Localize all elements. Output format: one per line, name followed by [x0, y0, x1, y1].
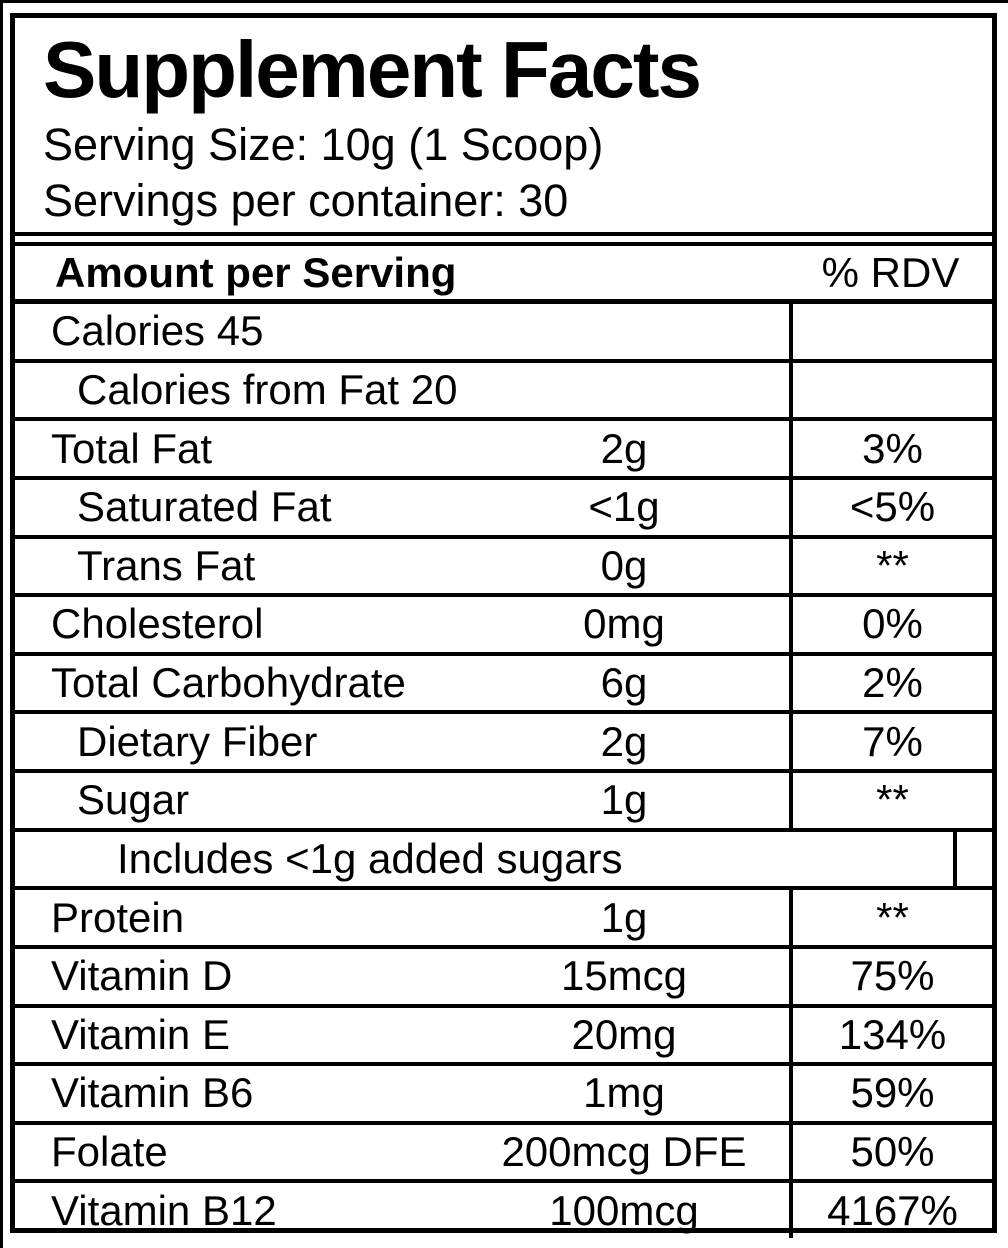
- nutrient-label: Dietary Fiber: [77, 717, 318, 765]
- nutrient-amount: 2g: [600, 717, 648, 765]
- nutrient-label: Total Fat: [51, 424, 213, 472]
- nutrient-label: Vitamin E: [51, 1010, 230, 1058]
- screen-edge-line-top: [0, 0, 1008, 3]
- table-row-calories: [15, 304, 992, 363]
- nutrient-rdv: 59%: [789, 1066, 992, 1121]
- serving-size-text: Serving Size: 10g (1 Scoop): [43, 119, 604, 170]
- rdv-header: % RDV: [821, 248, 960, 296]
- nutrient-rdv: 134%: [789, 1008, 992, 1063]
- table-row-folate: [15, 1125, 992, 1184]
- nutrient-label: Saturated Fat: [77, 483, 332, 531]
- nutrient-label: Protein: [51, 893, 185, 941]
- amount-per-serving-header: Amount per Serving: [55, 248, 457, 296]
- facts-header: [15, 18, 992, 236]
- nutrient-amount: 1mg: [583, 1069, 665, 1117]
- column-header-row: [15, 242, 992, 304]
- nutrient-label: Vitamin B6: [51, 1069, 254, 1117]
- nutrient-amount: 2g: [600, 424, 648, 472]
- nutrient-label: Vitamin B12: [51, 1186, 277, 1234]
- table-row-calories-from-fat: [15, 363, 992, 422]
- nutrient-label: Total Carbohydrate: [51, 659, 406, 707]
- supplement-facts-title: Supplement Facts: [43, 25, 701, 114]
- table-row-saturated-fat: [15, 480, 992, 539]
- table-row-sugar: [15, 773, 992, 832]
- table-row-total-carbohydrate: [15, 656, 992, 715]
- nutrient-amount: 15mcg: [560, 952, 688, 1000]
- table-row-total-fat: [15, 421, 992, 480]
- table-row-vitamin-d: [15, 949, 992, 1008]
- servings-per-container-text: Servings per container: 30: [43, 175, 569, 226]
- screen-edge-line-left: [0, 0, 3, 1248]
- nutrient-amount: 6g: [600, 659, 648, 707]
- nutrient-label: Trans Fat: [77, 541, 256, 589]
- nutrient-rdv: 0%: [789, 597, 992, 652]
- nutrient-rdv: **: [789, 539, 992, 594]
- nutrient-amount: 200mcg DFE: [501, 1128, 747, 1176]
- nutrient-amount: 1g: [600, 893, 648, 941]
- nutrient-label: Vitamin D: [51, 952, 233, 1000]
- nutrient-amount: 0g: [600, 541, 648, 589]
- nutrient-rdv: 4167%: [789, 1183, 992, 1238]
- nutrient-label: Folate: [51, 1128, 168, 1176]
- table-row-trans-fat: [15, 539, 992, 598]
- nutrient-rdv: 75%: [789, 949, 992, 1004]
- supplement-facts-panel: [10, 13, 997, 1233]
- table-row-vitamin-b6: [15, 1066, 992, 1125]
- table-row-protein: [15, 890, 992, 949]
- nutrient-rdv: [789, 304, 992, 359]
- nutrient-label: Sugar: [77, 776, 190, 824]
- table-row-vitamin-e: [15, 1008, 992, 1067]
- nutrient-amount: 20mg: [571, 1010, 677, 1058]
- nutrient-amount: 0mg: [583, 600, 665, 648]
- nutrient-rdv: 7%: [789, 714, 992, 769]
- nutrient-label: Calories from Fat 20: [77, 365, 458, 413]
- nutrient-label: Calories 45: [51, 307, 264, 355]
- table-row-dietary-fiber: [15, 714, 992, 773]
- nutrient-label: Includes <1g added sugars: [117, 834, 623, 882]
- nutrient-rdv: 50%: [789, 1125, 992, 1180]
- nutrient-rdv: [789, 363, 992, 418]
- nutrient-rdv: **: [789, 773, 992, 828]
- table-row-cholesterol: [15, 597, 992, 656]
- nutrient-label: Cholesterol: [51, 600, 264, 648]
- nutrient-rdv: **: [789, 890, 992, 945]
- nutrient-rdv: 3%: [789, 421, 992, 476]
- nutrient-amount: 1g: [600, 776, 648, 824]
- nutrient-rdv: 2%: [789, 656, 992, 711]
- nutrient-rdv: <5%: [789, 480, 992, 535]
- nutrient-amount: 100mcg: [549, 1186, 699, 1234]
- table-row-vitamin-b12: [15, 1183, 992, 1238]
- nutrient-rows: [15, 304, 992, 1238]
- table-row-added-sugars: [15, 832, 992, 891]
- nutrient-amount: <1g: [588, 483, 660, 531]
- nutrient-rdv: [953, 832, 992, 887]
